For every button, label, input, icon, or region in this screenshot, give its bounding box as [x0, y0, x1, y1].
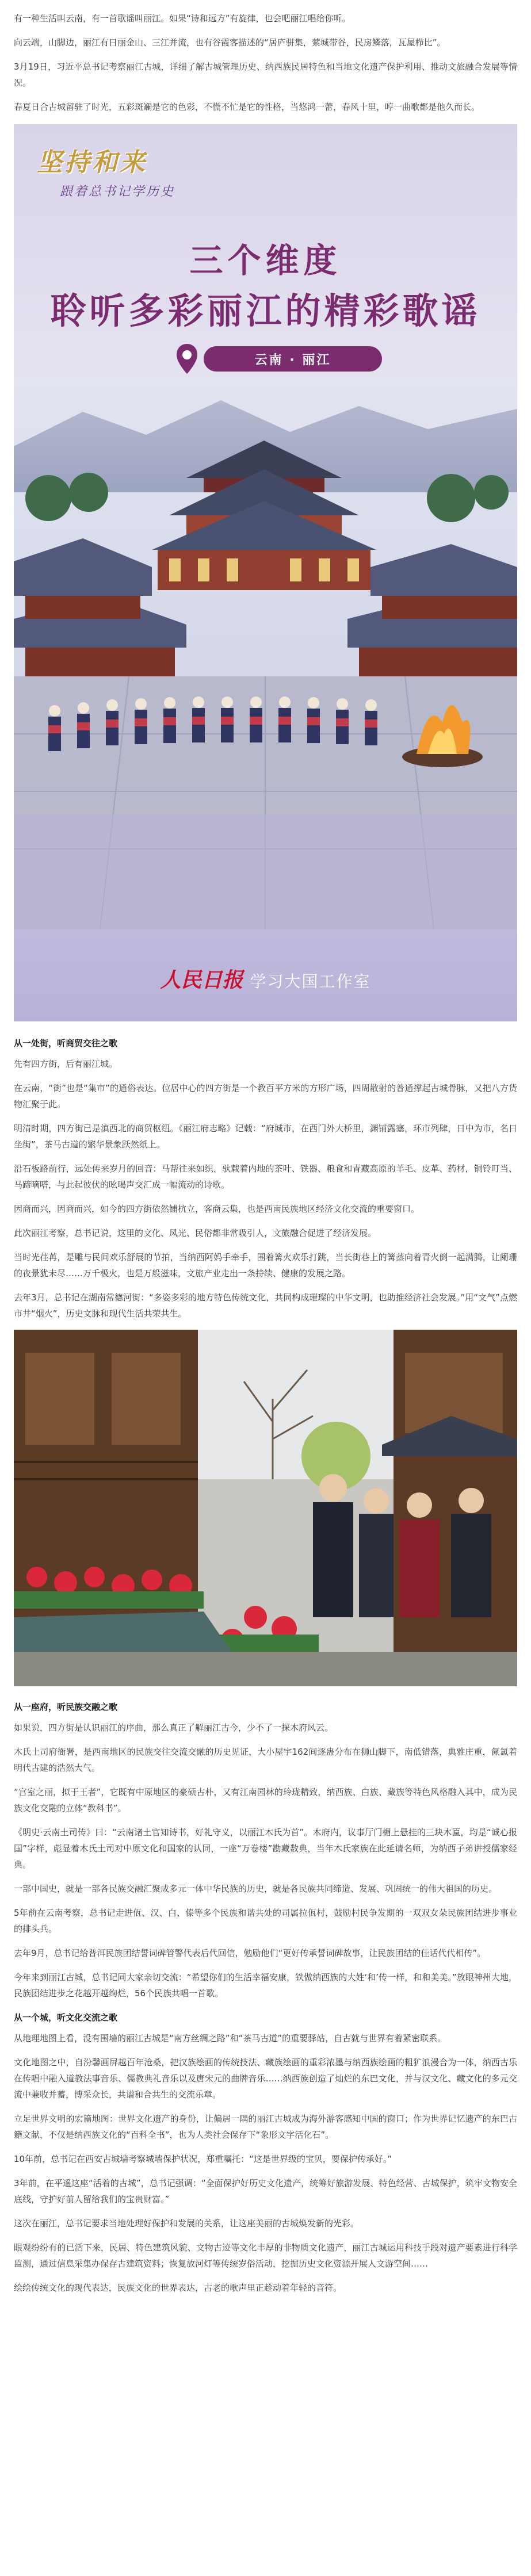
section-2-paragraph-4: 《明史·云南土司传》曰：“云南诸土官知诗书，好礼守义，以丽江木氏为首”。木府内，议事厅门楣上悬挂的三块木匾，均是“诚心报国”字样，彪显着木氏土司对中原文化和国家的认同，一座“万卷楼”勘藏数典，当年木氏家族在此延请名师，为纳西子弟讲授儒家经典。 [14, 1827, 517, 1870]
intro-paragraph-4: 春夏日合古城留驻了时光，五彩斑斓是它的色彩，不慌不忙是它的性格，当悠鸿一蕾，春风十里，哼一曲歌都是他久而长。 [14, 102, 480, 112]
section-1-paragraph-8: 去年3月，总书记在湖南常德河街：“多姿多彩的地方特色传统文化，共同构成璀璨的中华文明，也助推经济社会发展。”用“文气”点燃市井“烟火”，历史文脉和现代生活共荣共生。 [14, 1292, 517, 1319]
section-1-paragraph-1: 先有四方街，后有丽江城。 [14, 1059, 118, 1069]
intro-paragraph-3: 3月19日，习近平总书记考察丽江古城，详细了解古城管理历史、纳西族民居特色和当地文化遗产保护利用、推动文旅融合发展等情况。 [14, 62, 517, 88]
section-2-heading: 从一座府，听民族交融之歌 [14, 1702, 118, 1712]
location-pin-icon [175, 343, 199, 375]
section-3-paragraph-1: 从地理地图上看，没有围墙的丽江古城是“南方丝绸之路”和“茶马古道”的重要驿站，自古就与世界有着紧密联系。 [14, 2033, 446, 2043]
brand-logo: 人民日报 [160, 968, 243, 992]
section-2-paragraph-3: “宫室之丽，拟于王者”，它既有中原地区的豪硕古朴，又有江南园林的玲珑精致，纳西族、白族、藏族等特色风格融入其中，成为民族文化交融的立体“教科书”。 [14, 1787, 517, 1813]
location-label: 云南 · 丽江 [204, 346, 382, 372]
street-visit-photo [14, 1330, 517, 1686]
poster-footer [14, 964, 517, 993]
section-3-paragraph-8: 绘绘传统文化的现代表达，民族文化的世界表达，古老的歌声里正趁动着年轻的音符。 [14, 2283, 342, 2293]
section-3-paragraph-2: 文化地图之中，自汾馨画屏越百年沧桑，把汉族绘画的传统技法、藏族绘画的重彩浓墨与纳西族绘画的粗犷浪漫合为一体，纳西古乐在传唱中融入道教法事音乐、儒教典礼音乐以及唐宋元的曲牌音乐……纳西族创造了灿烂的东巴文化，并与汉文化、藏文化的多元交流中兼收并蓄，博采众长，共谱和合共生的交流乐章。 [14, 2057, 517, 2100]
section-3-heading: 从一个城，听文化交流之歌 [14, 2012, 118, 2023]
poster-title-line1: 三个维度 [189, 241, 342, 280]
lijiang-poster [14, 124, 517, 1021]
section-3-paragraph-7: 眼观纷纷有的已活下来，民居、特色建筑风貌、文物古迹等文化丰厚的非物质文化遗产，丽江古城运用科技手段对遗产要素进行科学监测，通过信息采集办保存古建筑资料；恢复放河灯等传统岁俗活动，挖掘历史文化资源开展人文游空间…… [14, 2242, 517, 2269]
section-2-paragraph-1: 如果说，四方街是认识丽江的序曲，那么真正了解丽江古今，少不了一探木府风云。 [14, 1723, 334, 1733]
section-2-paragraph-7: 去年9月，总书记给普洱民族团结誓词碑管警代表后代回信，勉励他们“更好传承誓词碑故事，让民族团结的佳话代代相传”。 [14, 1948, 486, 1958]
section-1-paragraph-3: 明清时期，四方街已是滇西北的商贸枢纽。《丽江府志略》记载：“府城市，在西门外大桥里，渊铺露塞，环市列肆，日中为市，名日坐街”，茶马古道的繁华景象跃然纸上。 [14, 1123, 517, 1150]
section-1-heading: 从一处街，听商贸交往之歌 [14, 1038, 118, 1048]
section-2-paragraph-2: 木氏土司府衙署，是西南地区的民族交往交流交融的历史见证，大小屋宇162间逐蛊分布在狮山脚下，南低错落，典雅庄重，氤氲着明代古建的浩然大气。 [14, 1747, 517, 1773]
poster-banner [37, 141, 227, 199]
section-1-paragraph-6: 此次丽江考察，总书记说，这里的文化、风光、民俗都非常吸引人，文旅融合促进了经济发展。 [14, 1228, 377, 1238]
section-3-paragraph-3: 立足世界文明的宏篇地图：世界文化遗产的身份，让偏居一隅的丽江古城成为海外游客感知中国的窗口；作为世界记忆遗产的东巴古籍文献，不仅是纳西族文化的“百科全书”，也为人类社会保存下“象形文字活化石”。 [14, 2114, 517, 2140]
section-3-paragraph-4: 10年前，总书记在西安古城墙考察城墙保护状况，郑重嘱托：“这是世界级的宝贝，要保护传承好。” [14, 2154, 392, 2164]
studio-name: 学习大国工作室 [250, 972, 371, 991]
ancient-town-illustration [14, 377, 517, 929]
section-1-paragraph-2: 在云南，“街”也是“集市”的通俗表达。位居中心的四方街是一个教百平方米的方形广场，四周散射的普通撑起古城骨脉，又把八方货物汇聚于此。 [14, 1083, 517, 1109]
poster-title-line2: 聆听多彩丽江的精彩歌谣 [50, 290, 481, 332]
section-2-paragraph-6: 5年前在云南考察，总书记走进佤、汉、白、傣等多个民族和谐共处的司属拉佤村，鼓励村民争发期的一双双女朵民族团结进步事业的排头兵。 [14, 1908, 517, 1934]
location-tag [175, 343, 382, 375]
intro-paragraph-2: 向云端，山脚边，丽江有日丽金山、三江并流，也有谷霞客描述的“居庐骈集，萦城带谷，民房鳞落，瓦屋栉比”。 [14, 37, 446, 48]
section-1-paragraph-4: 沿石板路前行，远处传来岁月的回音：马帮往来如织，驮载着内地的茶叶、铁器、粮食和青藏高原的羊毛、皮革、药材，铜铃叮当、马蹄嘀嗒，与此起彼伏的吆喝声交汇成一幅流动的诗歌。 [14, 1163, 517, 1190]
section-3-paragraph-6: 这次在丽江，总书记要求当地处理好保护和发展的关系，让这座美丽的古城焕发新的光彩。 [14, 2218, 360, 2229]
section-2-paragraph-5: 一部中国史，就是一部各民族交融汇聚成多元一体中华民族的历史，就是各民族共同缔造、发展、巩固统一的伟大祖国的历史。 [14, 1884, 498, 1894]
banner-subtitle: 跟着总书记学历史 [60, 185, 175, 199]
section-1-paragraph-5: 因商而兴，因商而兴，如今的四方街依然铺杭立，客商云集，也是西南民族地区经济文化交流的重要窗口。 [14, 1204, 420, 1214]
section-2-paragraph-8: 今年来到丽江古城，总书记同大家亲切交流：“希望你们的生活幸福安康，铁做纳西族的大姓‘和’传一样，和和美美。”放眼神州大地，民族团结进步之花越开越绚烂，56个民族共唱一首歌。 [14, 1972, 517, 1999]
section-3-paragraph-5: 3年前，在平遥这座“活着的古城”，总书记强调：“全面保护好历史文化遗产，统筹好旅游发展、特色经营、古城保护，筑牢文物安全底线，守护好前人留给我们的宝贵财富。” [14, 2178, 517, 2204]
banner-title: 坚持和来 [37, 148, 147, 177]
section-1-paragraph-7: 当时光荏苒，是雕与民间欢乐舒展的节拍，当纳西阿妈手牵手，围着篝火欢乐打跳，当长街巷上的篝蒸向着青火倒一起满腾，让阑珊的夜景犹未尽……万千极火，也是万般滋味，文旅产业走出一条持续、健康的发展之路。 [14, 1252, 517, 1279]
intro-paragraph-1: 有一种生活叫云南，有一首歌谣叫丽江。如果“诗和远方”有旋律，也会吧丽江唱给你听。 [14, 13, 351, 24]
